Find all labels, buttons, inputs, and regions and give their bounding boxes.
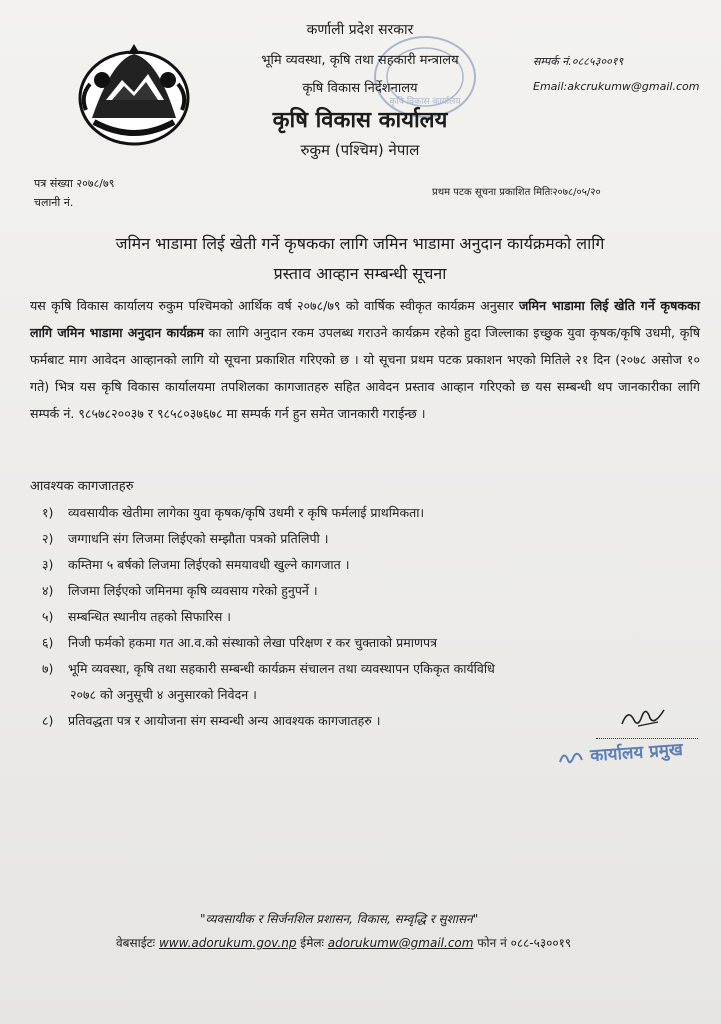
list-item (42, 708, 692, 734)
list-item-number: ५) (42, 609, 54, 624)
notice-body (30, 292, 700, 427)
body-text-bold: जमिन भाडामा लिई खेति गर्ने कृषकका लागि जमिन भाडामा अनुदान कार्यक्रम (30, 298, 700, 340)
list-item-number: ८) (42, 713, 54, 728)
list-item-number: २) (42, 531, 54, 546)
email-label: ईमेलः (300, 936, 324, 950)
notice-title-line2: प्रस्ताव आव्हान सम्बन्धी सूचना (273, 264, 447, 283)
list-item (42, 500, 692, 526)
list-item-number: ३) (42, 557, 54, 572)
list-item (42, 656, 692, 708)
list-item-number: ४) (42, 583, 54, 598)
list-item-text: जग्गाधनि संग लिजमा लिईएको सम्झौता पत्रको प्रतिलिपी । (68, 531, 329, 546)
list-item (42, 552, 692, 578)
list-item-number: ६) (42, 635, 54, 650)
publish-date: प्रथम पटक सूचना प्रकाशित मितिः२०७८/०५/२० (432, 187, 601, 198)
header-location: रुकुम (पश्चिम) नेपाल (300, 141, 420, 159)
stamp-initials (556, 742, 586, 772)
handwritten-signature (618, 702, 670, 732)
header-ministry: भूमि व्यवस्था, कृषि तथा सहकारी मन्त्रालय (261, 53, 459, 68)
email-link[interactable]: adorukumw@gmail.com (327, 936, 474, 950)
header-government: कर्णाली प्रदेश सरकार (306, 22, 414, 38)
footer-phone: फोन नं ०८८-५३००१९ (477, 936, 572, 950)
header-office-name: कृषि विकास कार्यालय (272, 108, 448, 133)
website-link[interactable]: www.adorukum.gov.np (158, 936, 297, 950)
requirements-heading: आवश्यक कागजातहरु (30, 479, 134, 494)
list-item-text: कम्तिमा ५ बर्षको लिजमा लिईएको समयावधी खुल्ने कागजात । (68, 557, 350, 572)
dispatch-number: चलानी नं. (34, 196, 74, 209)
office-chief-stamp: कार्यालय प्रमुख (589, 739, 684, 767)
requirements-list (42, 500, 692, 734)
list-item-text: व्यवसायीक खेतीमा लागेका युवा कृषक/कृषि उधमी र कृषि फर्मलाई प्राथमिकता। (68, 505, 425, 520)
list-item-text: प्रतिवद्धता पत्र र आयोजना संग सम्वन्धी अन्य आवश्यक कागजातहरु । (68, 713, 381, 728)
list-item (42, 526, 692, 552)
website-label: वेबसाईटः (116, 936, 156, 950)
list-item (42, 630, 692, 656)
header-directorate: कृषि विकास निर्देशनालय (302, 81, 418, 96)
footer-motto: "व्यवसायीक र सिर्जनशिल प्रशासन, विकास, सम्वृद्धि र सुशासन" (200, 912, 479, 926)
list-item-continuation: २०७८ को अनुसूची ४ अनुसारको निवेदन । (70, 687, 257, 702)
header-phone: सम्पर्क नं.०८८५३००१९ (533, 55, 624, 68)
list-item-number: ७) (42, 661, 54, 676)
nepal-emblem-logo (72, 40, 196, 152)
body-text-part1: यस कृषि विकास कार्यालय रुकुम पश्चिमको आर्थिक वर्ष २०७८/७९ को वार्षिक स्वीकृत कार्यक्रम अनुसार (30, 298, 519, 313)
list-item-text: लिजमा लिईएको जमिनमा कृषि व्यवसाय गरेको हुनुपर्ने । (68, 583, 318, 598)
seal-text: कृषि विकास कार्यालय (389, 97, 461, 107)
list-item-text: भूमि व्यवस्था, कृषि तथा सहकारी सम्बन्धी कार्यक्रम संचालन तथा व्यवस्थापन एकिकृत कार्यविधि (68, 661, 495, 676)
list-item-text: सम्बन्धित स्थानीय तहको सिफारिस । (68, 609, 232, 624)
list-item-number: १) (42, 505, 54, 520)
list-item (42, 578, 692, 604)
header-email: Email:akcrukumw@gmail.com (533, 80, 700, 93)
list-item (42, 604, 692, 630)
notice-title-line1: जमिन भाडामा लिई खेती गर्ने कृषकका लागि जमिन भाडामा अनुदान कार्यक्रमको लागि (115, 234, 605, 253)
footer-contact (116, 934, 571, 951)
body-text-part2: का लागि अनुदान रकम उपलब्ध गराउने कार्यक्रम रहेको हुदा जिल्लाका इच्छुक युवा कृषक/कृषि उधमी, कृषि फर्मबाट माग आवेदन आव्हानको लागि यो सूचना प्रकाशित गरिएको छ । यो सूचना प्रथम पटक प्रकाशन भएको मितिले २१ दिन (२०७८ असोज १० गते) भित्र यस कृषि विकास कार्यालयमा तपशिलका कागजातहरु सहित आवेदन प्रस्ताव आव्हान गरिएको छ यस सम्बन्धी थप जानकारीका लागि सम्पर्क नं. ९८५७८२००३७ र ९८५८०३७६७८ मा सम्पर्क गर्न हुन समेत जानकारी गराईन्छ । (30, 325, 700, 421)
letter-number: पत्र संख्या २०७८/७९ (34, 177, 115, 190)
list-item-text: निजी फर्मको हकमा गत आ.व.को संस्थाको लेखा परिक्षण र कर चुक्ताको प्रमाणपत्र (68, 635, 438, 650)
